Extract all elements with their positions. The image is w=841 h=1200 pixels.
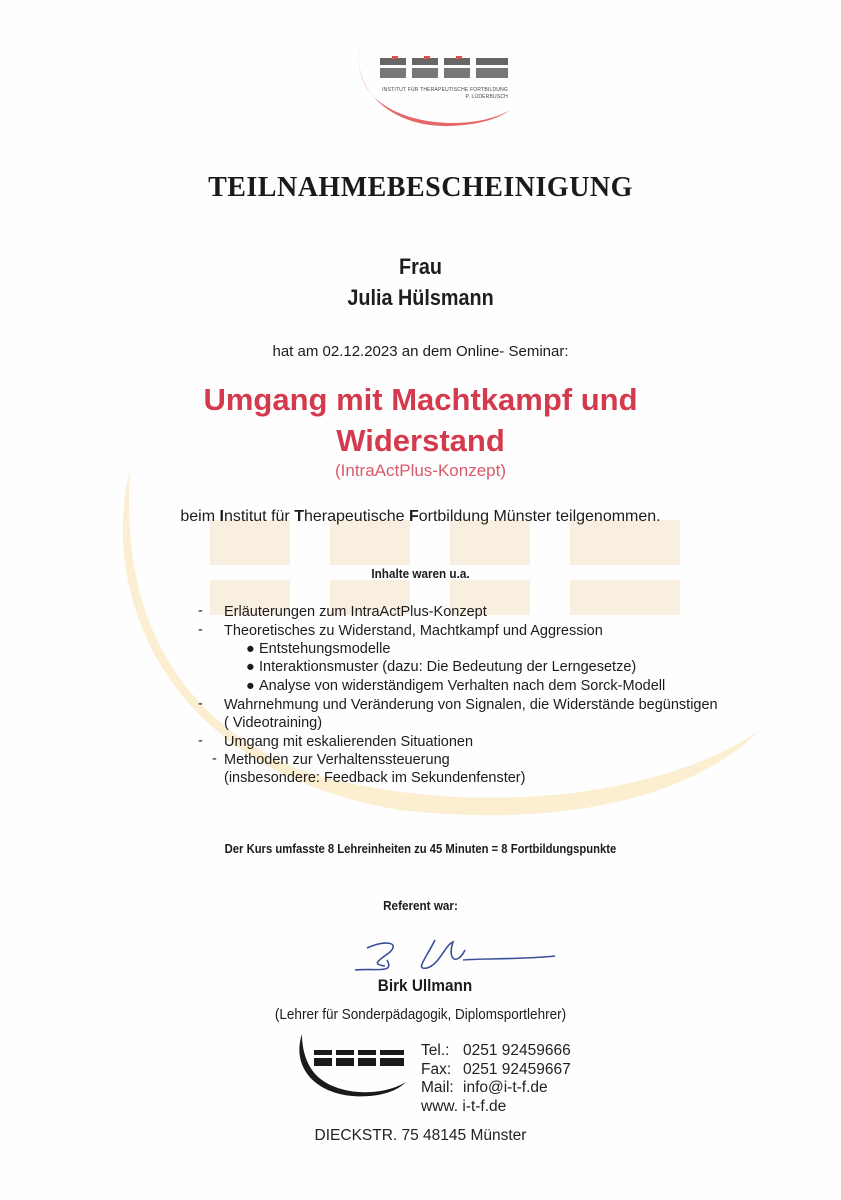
institute-word-2: herapeutische bbox=[303, 508, 409, 525]
signature bbox=[345, 930, 565, 980]
list-item: Erläuterungen zum IntraActPlus-Konzept bbox=[224, 604, 487, 620]
bullet-icon: ● bbox=[246, 659, 255, 675]
mail-label: Mail: bbox=[421, 1079, 454, 1096]
certificate-title: TEILNAHMEBESCHEINIGUNG bbox=[208, 172, 633, 203]
list-item: Wahrnehmung und Veränderung von Signalen, die Widerstände begünstigen bbox=[224, 697, 718, 713]
mail-value[interactable]: info@i-t-f.de bbox=[463, 1079, 548, 1096]
referent-name: Birk Ullmann bbox=[377, 976, 473, 995]
contact-tel bbox=[421, 1042, 571, 1061]
institute-word-1: nstitut für bbox=[223, 508, 295, 525]
tel-value: 0251 92459666 bbox=[463, 1042, 571, 1059]
list-item: Methoden zur Verhaltenssteuerung bbox=[224, 752, 450, 768]
list-dash: - bbox=[198, 603, 203, 619]
referent-title: (Lehrer für Sonderpädagogik, Diplomsportlehrer) bbox=[274, 1006, 567, 1023]
fax-label: Fax: bbox=[421, 1060, 452, 1078]
institute-word-3: ortbildung Münster teilgenommen. bbox=[418, 508, 661, 525]
seminar-title-line-1: Umgang mit Machtkampf und bbox=[203, 382, 638, 417]
contact-block bbox=[421, 1042, 571, 1116]
participant-name: Julia Hülsmann bbox=[347, 285, 494, 310]
list-item: Theoretisches zu Widerstand, Machtkampf und Aggression bbox=[224, 623, 603, 639]
logo-caption-2: P. LÜDERBUSCH bbox=[465, 94, 508, 100]
sub-list-item: Entstehungsmodelle bbox=[259, 641, 391, 657]
salutation: Frau bbox=[399, 254, 442, 279]
list-dash: - bbox=[198, 696, 203, 712]
address: DIECKSTR. 75 48145 Münster bbox=[314, 1127, 527, 1144]
referent-label: Referent war: bbox=[383, 898, 458, 913]
seminar-title-line-2: Widerstand bbox=[336, 423, 505, 458]
list-item-continuation: ( Videotraining) bbox=[224, 715, 323, 731]
list-dash: - bbox=[198, 733, 203, 749]
contents-heading: Inhalte waren u.a. bbox=[371, 566, 470, 581]
sub-list-item: Analyse von widerständigem Verhalten nach dem Sorck-Modell bbox=[259, 678, 666, 694]
contact-mail bbox=[421, 1079, 571, 1098]
list-item-continuation: (insbesondere: Feedback im Sekundenfenster) bbox=[224, 770, 526, 786]
bullet-icon: ● bbox=[246, 678, 255, 694]
list-item: Umgang mit eskalierenden Situationen bbox=[224, 734, 474, 750]
list-dash: - bbox=[212, 751, 217, 767]
institute-initial-t: T bbox=[294, 508, 304, 525]
institute-logo bbox=[350, 38, 530, 138]
tel-label: Tel.: bbox=[421, 1042, 450, 1059]
institute-initial-f: F bbox=[408, 508, 419, 525]
institute-prefix: beim bbox=[180, 508, 220, 525]
course-summary: Der Kurs umfasste 8 Lehreinheiten zu 45 Minuten = 8 Fortbildungspunkte bbox=[224, 842, 617, 856]
institute-line bbox=[0, 508, 841, 526]
sub-list-item: Interaktionsmuster (dazu: Die Bedeutung der Lerngesetze) bbox=[259, 659, 637, 675]
institute-initial-i: I bbox=[219, 508, 224, 525]
intro-line: hat am 02.12.2023 an dem Online- Seminar: bbox=[272, 343, 569, 360]
footer-logo bbox=[290, 1030, 420, 1100]
contact-fax bbox=[421, 1061, 571, 1080]
seminar-subtitle: (IntraActPlus-Konzept) bbox=[334, 461, 506, 480]
contact-web[interactable]: www. i-t-f.de bbox=[421, 1097, 507, 1115]
list-dash: - bbox=[198, 622, 203, 638]
bullet-icon: ● bbox=[246, 641, 255, 657]
fax-value: 0251 92459667 bbox=[463, 1060, 571, 1078]
logo-caption-1: INSTITUT FÜR THERAPEUTISCHE FORTBILDUNG bbox=[382, 87, 508, 93]
